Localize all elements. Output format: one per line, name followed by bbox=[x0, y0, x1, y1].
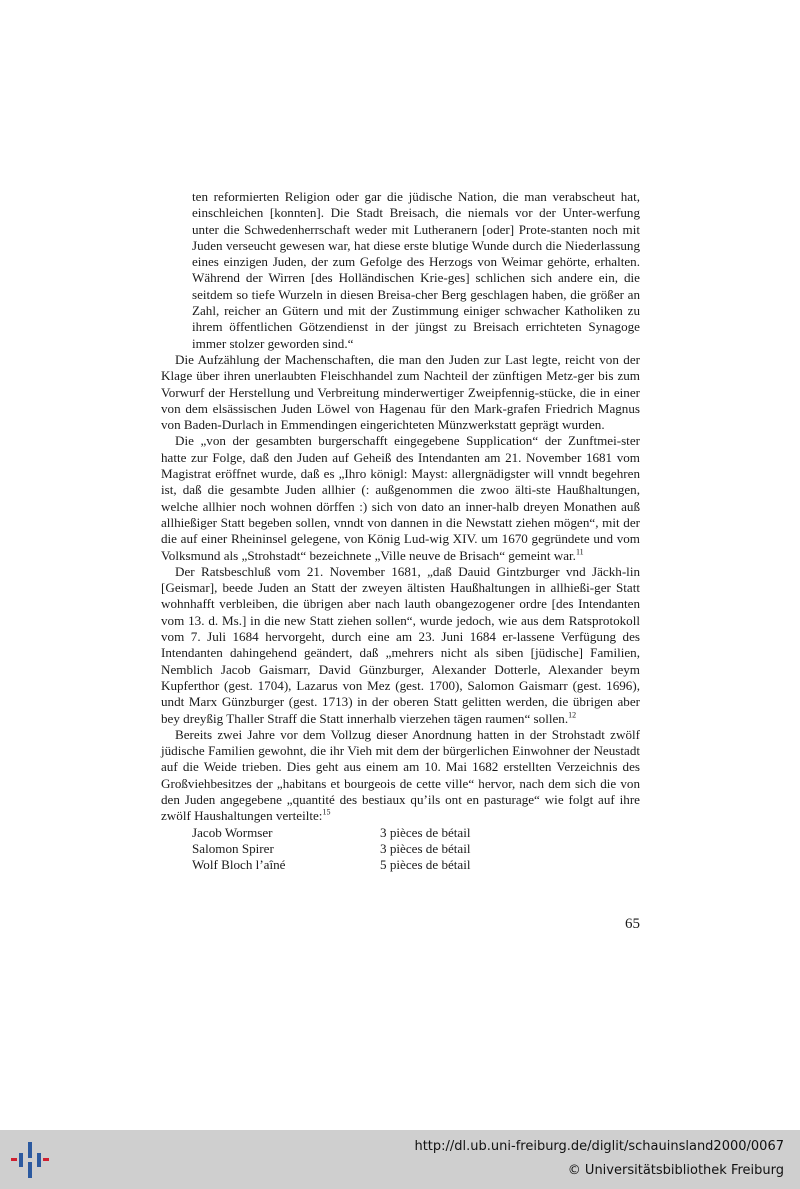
paragraph-text: Die Aufzählung der Machenschaften, die man den Juden zur Last legte, reicht von der Klage über ihren unerlaubten Fleischhandel zum Nachteil der zünftigen Metz-ger bis zum Vorwurf der Herstellung und Verbreitung minderwertiger Zweipfennig-stücke, die in einer von dem elsässischen Juden Löwel von Hagenau für den Mark-grafen Friedrich Magnus von Baden-Durlach in Emmendingen eingerichteten Münzwerkstatt geprägt wurden. bbox=[161, 351, 640, 433]
paragraph bbox=[161, 352, 640, 433]
household-name: Wolf Bloch l’aîné bbox=[192, 857, 286, 873]
livestock-count: 5 pièces de bétail bbox=[380, 857, 471, 873]
paragraph-text: Bereits zwei Jahre vor dem Vollzug dieser Anordnung hatten in der Strohstadt zwölf jüdische Familien gewohnt, die ihr Vieh mit dem der bürgerlichen Einwohner der Neustadt auf die Weide trieben. Dies geht aus einem am 10. Mai 1682 erstellten Verzeichnis des Großviehbesitzes der „habitans et bourgeois de cette ville“ hervor, nach dem sich die von den Juden angegebene „quantité des bestiaux qu’ils ont en pasturage“ wie folgt auf ihre zwölf Haushaltungen verteilte: bbox=[161, 726, 640, 824]
livestock-list bbox=[161, 825, 640, 874]
paragraph bbox=[161, 564, 640, 727]
footnote-marker: 11 bbox=[575, 547, 584, 557]
livestock-count: 3 pièces de bétail bbox=[380, 824, 471, 840]
list-item bbox=[161, 857, 640, 873]
block-quote: ten reformierten Religion oder gar die jüdische Nation, die man verabscheut hat, einschleichen [konnten]. Die Stadt Breisach, die niemals vor der Unter-werfung unter die Schwedenherrschaft weder mit Lutheranern [oder] Prote-stanten noch mit Juden verseucht gewesen war, hat diese erste blutige Wunde durch die Niederlassung eines einzigen Juden, der zum Gefolge des Herzogs von Weimar gehörte, erhalten. Während der Wirren [des Holländischen Krie-ges] schlichen sich andere ein, die seitdem so tiefe Wurzeln in diesen Breisa-cher Berg geschlagen haben, die größer an Zahl, reicher an Gütern und mit der Zustimmung einiger schwacher Katholiken zu ihrem öffentlichen Götzendienst in der jüngst zu Breisach errichteten Synagoge immer stolzer geworden sind.“ bbox=[192, 189, 640, 351]
paragraph bbox=[161, 727, 640, 825]
household-name: Salomon Spirer bbox=[192, 840, 274, 856]
paragraph-text: Die „von der gesambten burgerschafft eingegebene Supplication“ der Zunftmei-ster hatte zur Folge, daß den Juden auf Geheiß des Intendanten am 21. November 1681 vom Magistrat eröffnet wurde, daß es „Ihro königl: Mayst: allergnädigster will vnndt begehren ist, daß die gesambte Juden allhier (: außgenommen die zwoo älti-ste Haußhaltungen, welche allhier noch wohnen dörffen :) sich von dato an inner-halb dreyen Monathen auß allhießiger Statt begeben sollen, vnndt von dannen in die Newstatt ziehen mögen“, mit der die auf einer Rheininsel gelegene, von König Lud-wig XIV. um 1670 gegründete und vom Volksmund als „Strohstadt“ bezeichnete „Ville neuve de Brisach“ gemeint war. bbox=[161, 433, 640, 563]
page-text bbox=[161, 189, 640, 873]
paragraph-text: Der Ratsbeschluß vom 21. November 1681, „daß Dauid Gintzburger vnd Jäckh-lin [Geismar], beede Juden an Statt der zweyen ältisten Haußhaltungen in allhießi-ger Statt wohnhafft verbleiben, die übrigen aber nach lauth obangezogener ordre [des Intendanten vom 13. d. Ms.] in die new Statt ziehen sollen“, wurde jedoch, wie aus dem Ratsprotokoll vom 7. Juli 1684 hervorgeht, durch eine am 23. Juni 1684 er-lassene Verfügung des Intendanten dahingehend geändert, daß „mehrers nicht als siben [jüdische] Familien, Nemblich Jacob Gaismarr, David Günzburger, Alexander Dotterle, Alexander beym Kupferthor (gest. 1704), Lazarus von Mez (gest. 1700), Salomon Gaismarr (gest. 1696), undt Marx Günzburger (gest. 1713) in der oberen Statt gelitten werden, die übrigen aber bey dreyßig Thaller Straff die Statt innerhalb vierzehen tägen raumen“ sollen. bbox=[161, 563, 640, 726]
viewer-footer bbox=[0, 1130, 800, 1189]
footnote-marker: 12 bbox=[568, 710, 577, 720]
copyright-notice: © Universitätsbibliothek Freiburg bbox=[567, 1163, 784, 1178]
footnote-marker: 15 bbox=[322, 807, 331, 817]
livestock-count: 3 pièces de bétail bbox=[380, 840, 471, 856]
page-number: 65 bbox=[625, 916, 640, 932]
household-name: Jacob Wormser bbox=[192, 824, 273, 840]
paragraph bbox=[161, 433, 640, 563]
list-item bbox=[161, 825, 640, 841]
list-item bbox=[161, 841, 640, 857]
document-url-link[interactable]: http://dl.ub.uni-freiburg.de/diglit/schauinsland2000/0067 bbox=[414, 1139, 784, 1154]
ub-freiburg-logo-icon[interactable] bbox=[10, 1140, 50, 1180]
